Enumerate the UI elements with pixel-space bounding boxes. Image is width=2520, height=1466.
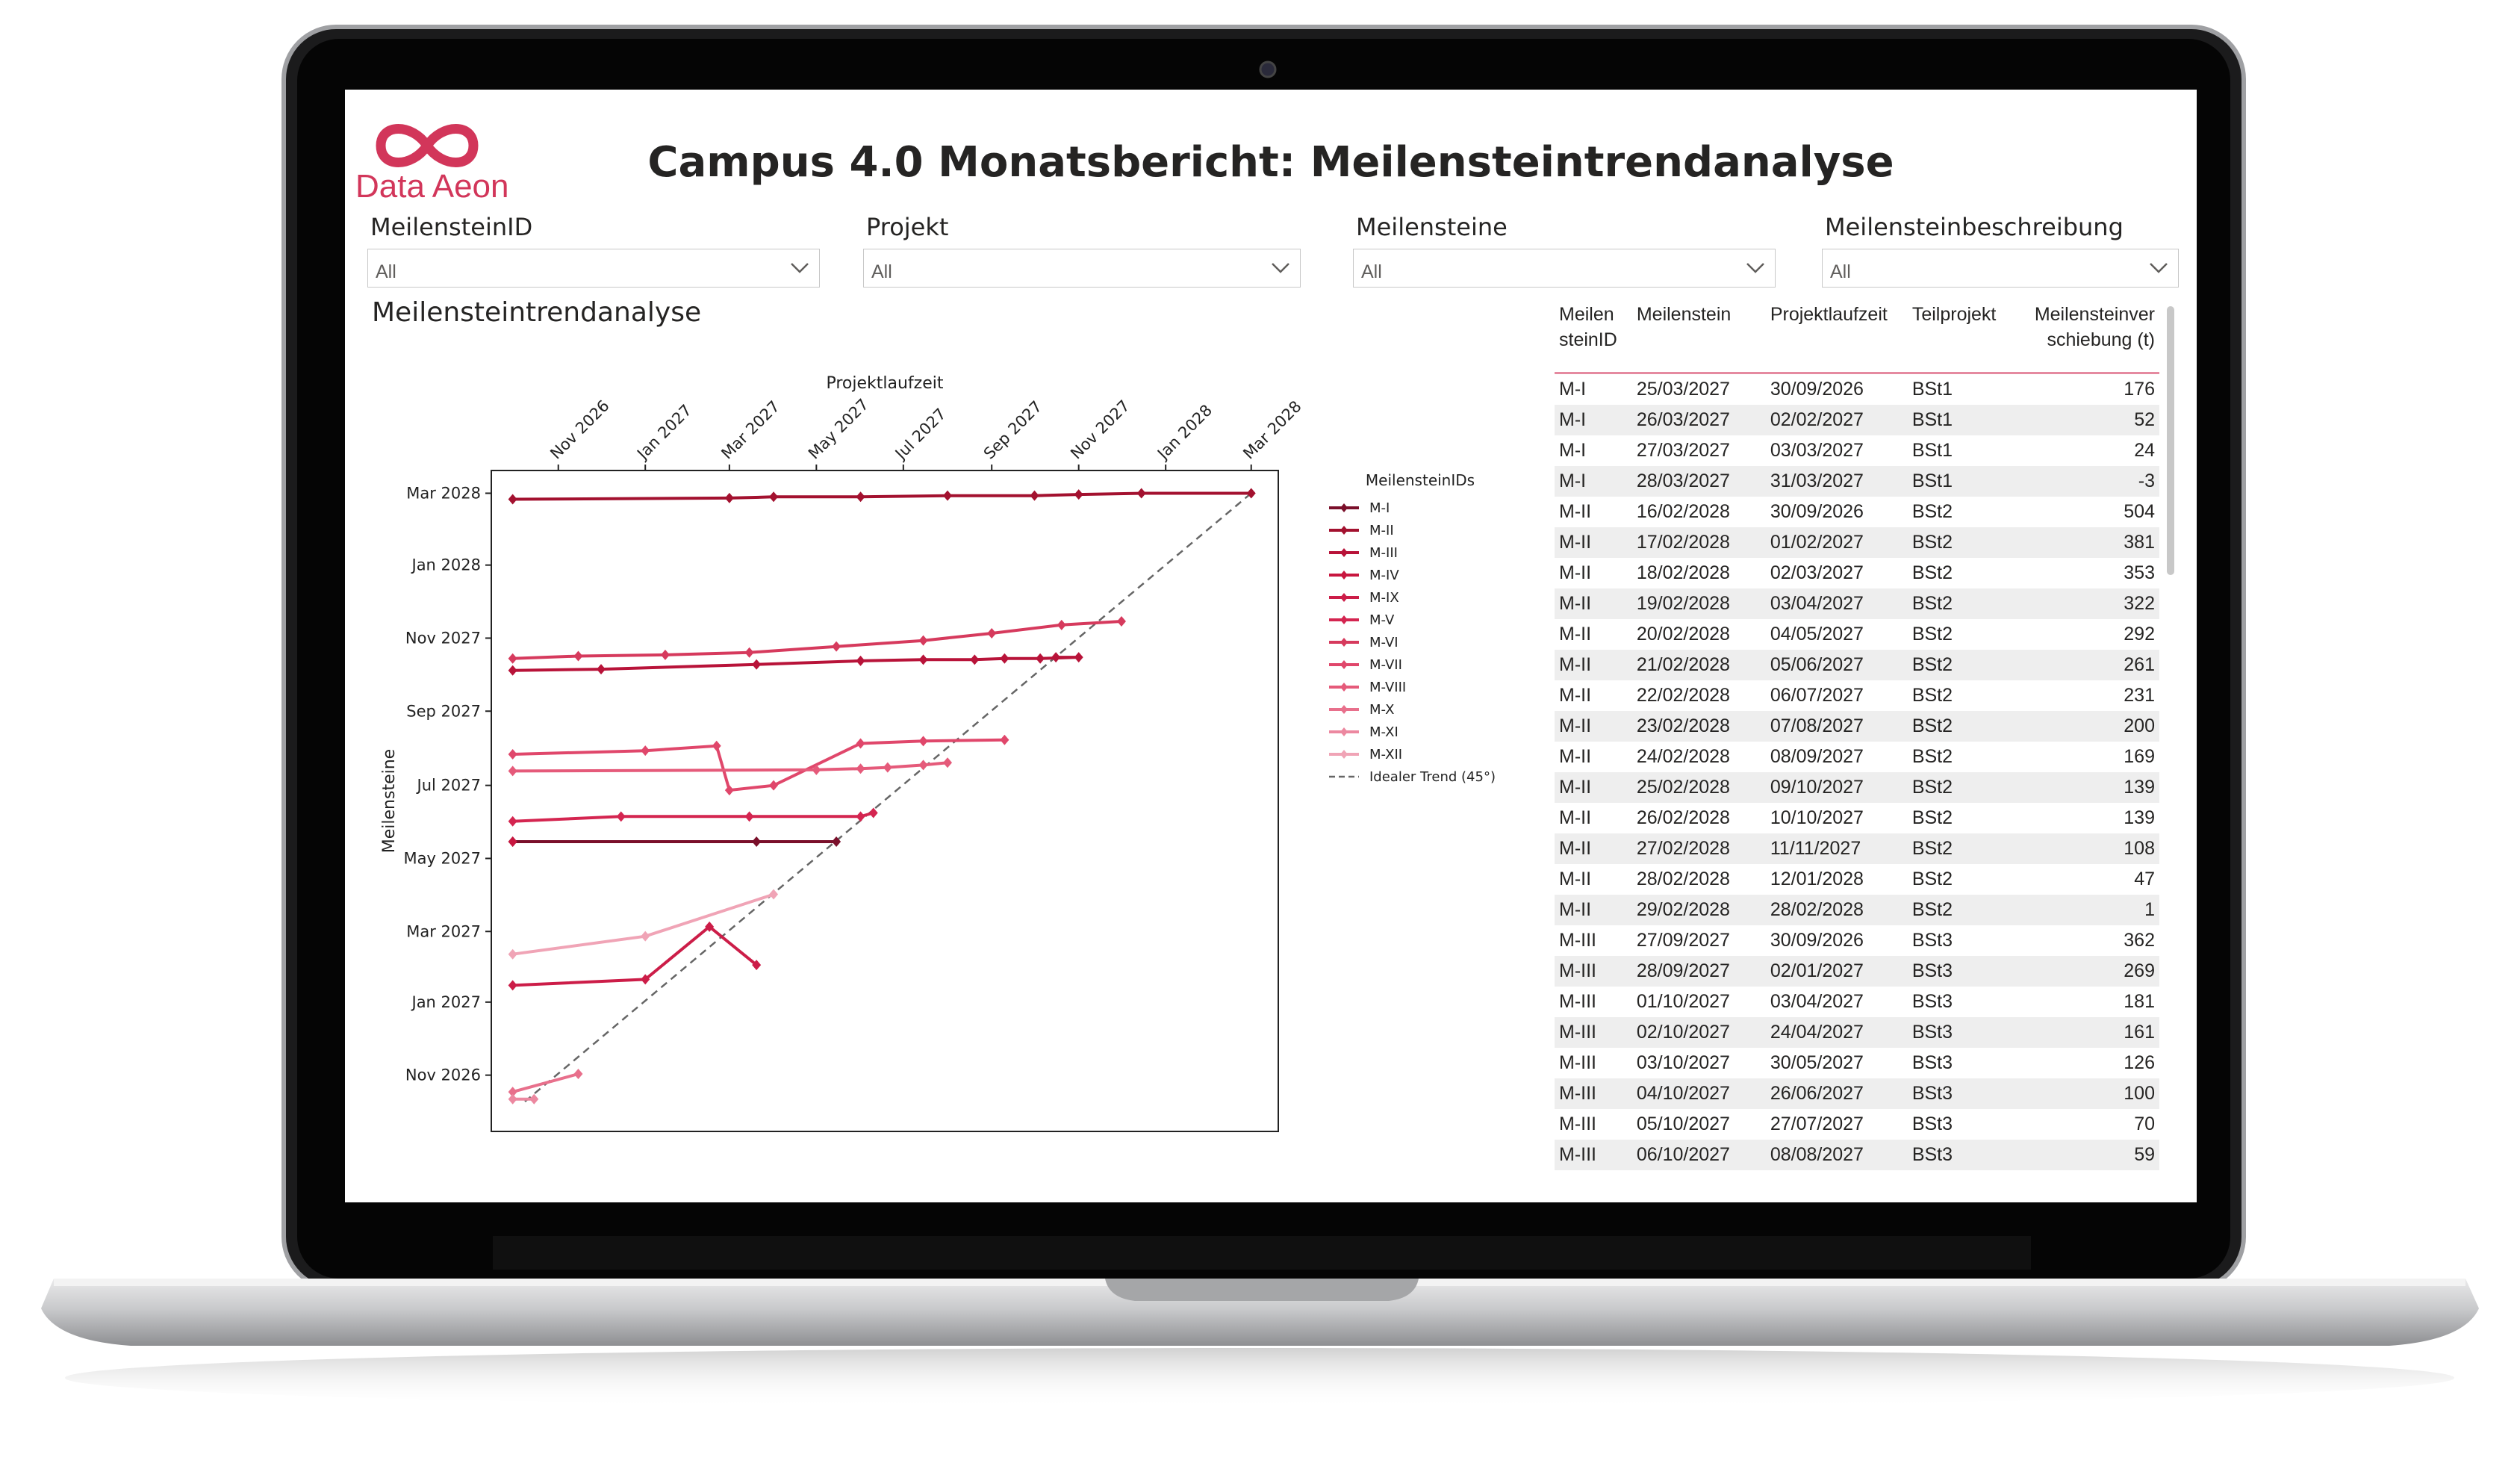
table-cell: 21/02/2028 [1632, 650, 1766, 680]
table-cell: 20/02/2028 [1636, 624, 1730, 645]
table-cell: BSt2 [1911, 746, 1953, 767]
table-row[interactable] [1555, 650, 2159, 680]
table-cell: 08/09/2027 [1770, 746, 1864, 767]
table-cell: 30/05/2027 [1770, 1052, 1864, 1073]
table-row[interactable] [1555, 987, 2159, 1017]
y-axis-label: Meilensteine [380, 748, 399, 854]
slicer-dropdown-meilensteinbeschreibung[interactable] [1822, 249, 2179, 288]
brand-name: Data Aeon [355, 168, 509, 205]
table-cell: 100 [2017, 1078, 2159, 1109]
x-tick-label: Jan 2028 [1154, 401, 1216, 463]
legend-entry: M-II [1369, 523, 1394, 538]
table-cell: 03/04/2027 [1770, 991, 1864, 1012]
table-cell: 27/09/2027 [1636, 930, 1730, 951]
table-cell: M-I [1559, 379, 1587, 400]
table-cell: BSt2 [1911, 807, 1953, 828]
dashboard-screen [345, 90, 2197, 1202]
table-cell: M-II [1555, 772, 1632, 803]
table-cell: BSt2 [1911, 869, 1953, 889]
legend-title: MeilensteinIDs [1365, 471, 1475, 489]
column-header[interactable]: Projektlaufzeit [1766, 299, 1908, 373]
legend-marker [1340, 593, 1348, 602]
table-row[interactable] [1555, 466, 2159, 497]
table-cell: M-II [1555, 650, 1632, 680]
table-cell: BSt2 [1908, 895, 2017, 925]
table-cell: M-I [1555, 466, 1632, 497]
table-row[interactable] [1555, 742, 2159, 772]
table-cell: 25/02/2028 [1632, 772, 1766, 803]
column-header[interactable]: Meilensteinver schiebung (t) [2017, 299, 2159, 373]
table-cell: 30/09/2026 [1770, 930, 1864, 951]
table-cell: 70 [2134, 1114, 2155, 1134]
table-cell: -3 [2017, 466, 2159, 497]
slicer-value: All [376, 261, 396, 282]
table-cell: 24/02/2028 [1636, 746, 1730, 767]
table-cell: 200 [2017, 711, 2159, 742]
x-tick-label: May 2027 [804, 395, 873, 463]
table-cell: 02/01/2027 [1766, 956, 1908, 987]
x-tick-label: Nov 2026 [547, 397, 613, 463]
legend-entry: M-VIII [1369, 680, 1407, 695]
table-row[interactable] [1555, 1078, 2159, 1109]
table-row[interactable] [1555, 1140, 2159, 1170]
table-row[interactable] [1555, 956, 2159, 987]
x-tick-label: Jan 2027 [633, 401, 696, 463]
table-cell: 28/02/2028 [1636, 869, 1730, 889]
table-cell: 30/09/2026 [1770, 379, 1864, 400]
table-cell: 139 [2017, 772, 2159, 803]
table-cell: 139 [2124, 807, 2155, 828]
table-cell: M-I [1555, 405, 1632, 435]
table-cell: BSt3 [1908, 1140, 2017, 1170]
table-row[interactable] [1555, 895, 2159, 925]
table-row[interactable] [1555, 864, 2159, 895]
column-header[interactable]: Meilen steinID [1555, 299, 1632, 373]
table-cell: 27/07/2027 [1770, 1114, 1864, 1134]
legend-marker [1340, 660, 1348, 669]
x-axis-label: Projektlaufzeit [826, 374, 944, 393]
table-cell: 28/03/2027 [1632, 466, 1766, 497]
table-cell: 261 [2017, 650, 2159, 680]
table-cell: 31/03/2027 [1766, 466, 1908, 497]
table-cell: 10/10/2027 [1770, 807, 1864, 828]
table-cell: 05/06/2027 [1766, 650, 1908, 680]
table-row[interactable] [1555, 803, 2159, 833]
table-cell: BSt3 [1911, 930, 1953, 951]
y-tick-label: Jul 2027 [417, 776, 481, 795]
table-cell: 29/02/2028 [1632, 895, 1766, 925]
table-cell: 11/11/2027 [1766, 833, 1908, 864]
table-row[interactable] [1555, 588, 2159, 619]
table-cell: BSt3 [1908, 1078, 2017, 1109]
legend-marker [1340, 526, 1348, 535]
table-row[interactable] [1555, 925, 2159, 956]
table-cell: BSt2 [1908, 772, 2017, 803]
table-cell: 06/07/2027 [1770, 685, 1864, 706]
table-cell: 03/10/2027 [1636, 1052, 1730, 1073]
table-row[interactable] [1555, 833, 2159, 864]
table-cell: 09/10/2027 [1766, 772, 1908, 803]
table-row[interactable] [1555, 1048, 2159, 1078]
legend-marker [1340, 727, 1348, 736]
table-cell: 17/02/2028 [1632, 527, 1766, 558]
table-cell: BSt1 [1911, 379, 1953, 400]
table-cell: 26/06/2027 [1766, 1078, 1908, 1109]
table-cell: 01/02/2027 [1766, 527, 1908, 558]
table-header-row [1555, 299, 2159, 373]
legend-entry: M-I [1369, 500, 1390, 516]
table-cell: 03/03/2027 [1770, 440, 1864, 461]
table-cell: 1 [2017, 895, 2159, 925]
legend-marker [1340, 683, 1348, 692]
table-cell: BSt2 [1908, 833, 2017, 864]
y-tick-label: Jan 2027 [411, 993, 481, 1011]
table-cell: 02/10/2027 [1632, 1017, 1766, 1048]
table-cell: M-II [1559, 685, 1592, 706]
table-cell: 03/04/2027 [1766, 588, 1908, 619]
table-cell: M-III [1555, 1140, 1632, 1170]
table-cell: 24/04/2027 [1766, 1017, 1908, 1048]
table-cell: M-III [1555, 1017, 1632, 1048]
table-cell: 322 [2017, 588, 2159, 619]
table-cell: BSt2 [1911, 624, 1953, 645]
table-cell: BSt3 [1908, 956, 2017, 987]
chevron-down-icon [2148, 257, 2169, 278]
table-cell: BSt2 [1908, 588, 2017, 619]
table-cell: 30/09/2026 [1770, 501, 1864, 522]
table-cell: M-III [1559, 991, 1596, 1012]
table-cell: 26/03/2027 [1632, 405, 1766, 435]
legend-entry: Idealer Trend (45°) [1369, 769, 1496, 785]
table-cell: 02/03/2027 [1770, 562, 1864, 583]
y-tick-label: May 2027 [403, 849, 481, 868]
x-tick-label: Mar 2027 [718, 397, 783, 463]
legend-marker [1340, 571, 1348, 580]
table-cell: 181 [2124, 991, 2155, 1012]
table-cell: M-II [1559, 869, 1592, 889]
table-cell: BSt2 [1908, 650, 2017, 680]
table-cell: 353 [2124, 562, 2155, 583]
table-cell: M-II [1559, 501, 1592, 522]
table-cell: M-I [1559, 440, 1587, 461]
y-tick-label: Jan 2028 [411, 556, 481, 574]
y-tick-label: Nov 2027 [405, 629, 481, 647]
table-cell: 08/08/2027 [1766, 1140, 1908, 1170]
slicer-label: Meilensteine [1356, 213, 1508, 241]
milestone-table[interactable] [1555, 299, 2159, 1177]
table-row[interactable] [1555, 680, 2159, 711]
legend-marker [1340, 638, 1348, 647]
slicer-label: MeilensteinID [370, 213, 533, 241]
legend-entry: M-III [1369, 545, 1398, 561]
x-tick-label: Mar 2028 [1239, 397, 1305, 463]
table-cell: BSt2 [1908, 527, 2017, 558]
table-cell: M-III [1559, 1052, 1596, 1073]
table-cell: M-II [1559, 807, 1592, 828]
slicer-label: Meilensteinbeschreibung [1825, 213, 2124, 241]
x-tick-label: Sep 2027 [980, 397, 1046, 463]
table-cell: 161 [2017, 1017, 2159, 1048]
table-cell: 28/09/2027 [1632, 956, 1766, 987]
table-cell: 169 [2124, 746, 2155, 767]
table-cell: M-II [1555, 833, 1632, 864]
column-header[interactable]: Meilenstein [1632, 299, 1766, 373]
table-cell: 52 [2017, 405, 2159, 435]
table-cell: M-III [1559, 1114, 1596, 1134]
slicer-value: All [871, 261, 892, 282]
table-cell: 108 [2017, 833, 2159, 864]
legend-entry: M-IV [1369, 568, 1399, 583]
table-cell: BSt3 [1911, 1114, 1953, 1134]
table-cell: BSt2 [1911, 501, 1953, 522]
table-cell: M-II [1555, 588, 1632, 619]
table-cell: BSt2 [1911, 562, 1953, 583]
y-tick-label: Sep 2027 [406, 702, 481, 721]
table-cell: BSt2 [1908, 711, 2017, 742]
table-cell: 126 [2124, 1052, 2155, 1073]
table-cell: 27/03/2027 [1636, 440, 1730, 461]
table-cell: 362 [2124, 930, 2155, 951]
slicer-label: Projekt [866, 213, 949, 241]
table-cell: M-III [1555, 1078, 1632, 1109]
table-row[interactable] [1555, 711, 2159, 742]
table-cell: 28/02/2028 [1766, 895, 1908, 925]
legend-entry: M-X [1369, 702, 1395, 718]
table-cell: 47 [2134, 869, 2155, 889]
table-scrollbar[interactable] [2167, 306, 2174, 575]
table-cell: BSt1 [1908, 466, 2017, 497]
table-cell: 381 [2017, 527, 2159, 558]
table-row[interactable] [1555, 619, 2159, 650]
column-header[interactable]: Teilprojekt [1908, 299, 2017, 373]
legend-entry: M-XII [1369, 747, 1403, 762]
table-cell: 22/02/2028 [1636, 685, 1730, 706]
table-cell: M-III [1559, 930, 1596, 951]
table-row[interactable] [1555, 772, 2159, 803]
table-cell: 12/01/2028 [1770, 869, 1864, 889]
chevron-down-icon [1745, 257, 1766, 278]
table-row[interactable] [1555, 527, 2159, 558]
table-cell: 269 [2017, 956, 2159, 987]
table-cell: 19/02/2028 [1632, 588, 1766, 619]
table-cell: 01/10/2027 [1636, 991, 1730, 1012]
table-row[interactable] [1555, 435, 2159, 466]
table-cell: 26/02/2028 [1636, 807, 1730, 828]
table-cell: M-II [1555, 527, 1632, 558]
legend-marker [1340, 705, 1348, 714]
legend-entry: M-VI [1369, 635, 1399, 650]
table-cell: M-II [1559, 746, 1592, 767]
table-cell: 176 [2124, 379, 2155, 400]
table-cell: 04/10/2027 [1632, 1078, 1766, 1109]
table-row[interactable] [1555, 405, 2159, 435]
legend-entry: M-VII [1369, 657, 1402, 673]
table-cell: M-II [1559, 562, 1592, 583]
y-tick-label: Nov 2026 [405, 1066, 481, 1084]
table-cell: 59 [2017, 1140, 2159, 1170]
table-cell: 504 [2124, 501, 2155, 522]
table-cell: M-II [1555, 895, 1632, 925]
milestone-trend-chart [345, 90, 1555, 1202]
chart-section-title: Meilensteintrendanalyse [372, 297, 702, 328]
table-cell: 02/02/2027 [1766, 405, 1908, 435]
table-cell: BSt1 [1911, 440, 1953, 461]
y-tick-label: Mar 2027 [406, 922, 481, 941]
table-cell: 07/08/2027 [1766, 711, 1908, 742]
table-cell: BSt1 [1908, 405, 2017, 435]
table-cell: BSt2 [1911, 685, 1953, 706]
table-cell: 292 [2124, 624, 2155, 645]
legend-marker [1340, 503, 1348, 512]
table-cell: M-II [1559, 624, 1592, 645]
y-tick-label: Mar 2028 [406, 484, 481, 503]
table-row[interactable] [1555, 1017, 2159, 1048]
table-cell: 24 [2134, 440, 2155, 461]
slicer-value: All [1361, 261, 1382, 282]
table-cell: BSt3 [1908, 1017, 2017, 1048]
table-row[interactable] [1555, 558, 2159, 588]
table-cell: 06/10/2027 [1632, 1140, 1766, 1170]
table-cell: 16/02/2028 [1636, 501, 1730, 522]
table-cell: 231 [2124, 685, 2155, 706]
legend-marker [1340, 615, 1348, 624]
table-cell: 25/03/2027 [1636, 379, 1730, 400]
table-cell: BSt3 [1911, 991, 1953, 1012]
slicer-meilensteinbeschreibung [1822, 213, 2179, 295]
table-cell: 27/02/2028 [1632, 833, 1766, 864]
legend-entry: M-XI [1369, 724, 1399, 740]
table-cell: 18/02/2028 [1636, 562, 1730, 583]
table-cell: BSt3 [1911, 1052, 1953, 1073]
table-cell: M-II [1555, 711, 1632, 742]
table-cell: 04/05/2027 [1770, 624, 1864, 645]
table-cell: 05/10/2027 [1636, 1114, 1730, 1134]
slicer-value: All [1830, 261, 1851, 282]
table-row[interactable] [1555, 1109, 2159, 1140]
legend-marker [1340, 750, 1348, 759]
legend-entry: M-V [1369, 612, 1395, 628]
x-tick-label: Nov 2027 [1067, 397, 1133, 463]
page-title: Campus 4.0 Monatsbericht: Meilensteintrendanalyse [647, 138, 1894, 187]
x-tick-label: Jul 2027 [892, 405, 950, 463]
legend-marker [1340, 548, 1348, 557]
table-row[interactable] [1555, 373, 2159, 406]
table-row[interactable] [1555, 497, 2159, 527]
table-cell: M-III [1555, 956, 1632, 987]
legend-entry: M-IX [1369, 590, 1399, 606]
table-cell: 23/02/2028 [1632, 711, 1766, 742]
